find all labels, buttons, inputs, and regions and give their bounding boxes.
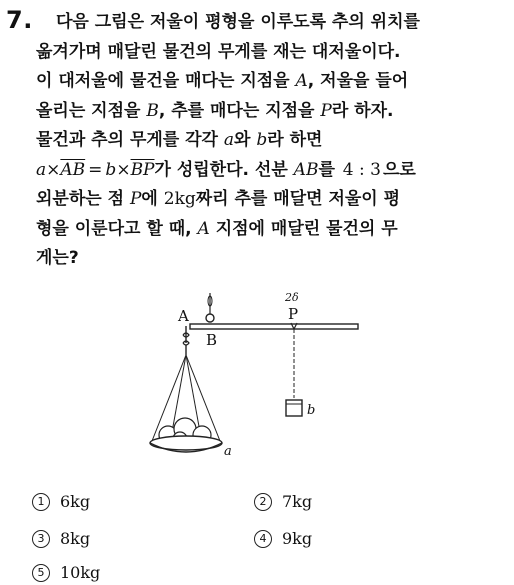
choice-1-mark: 1 — [32, 493, 50, 511]
label-a-weight: a — [224, 444, 232, 459]
choice-1[interactable] — [32, 492, 90, 511]
label-p: P — [288, 305, 299, 323]
point-p-label: P — [129, 189, 142, 209]
stem-text: 게는? — [36, 248, 79, 268]
stem-text: 올리는 지점을 — [36, 100, 147, 121]
choice-2-value: 7kg — [282, 492, 313, 511]
times-sign: × — [46, 159, 61, 180]
label-b: B — [206, 331, 218, 349]
stem-line-9 — [36, 244, 508, 274]
choice-5[interactable] — [32, 563, 100, 582]
stem-text: 에 — [141, 189, 164, 209]
point-b-label: B — [146, 100, 159, 121]
choice-2[interactable] — [254, 492, 312, 511]
times-sign: × — [116, 159, 131, 180]
label-b-weight: b — [307, 403, 316, 418]
stem-text: 가 성립한다. 선분 — [154, 159, 294, 180]
stem-text: , 저울을 들어 — [307, 71, 409, 91]
var-b: b — [105, 159, 117, 180]
stem-line-6 — [36, 156, 508, 186]
question-number: 7. — [6, 6, 33, 34]
choice-5-value: 10kg — [60, 563, 101, 582]
segment-bp: $\overline{BP}$ — [130, 159, 155, 180]
stem-line-5 — [36, 126, 508, 156]
choice-1-value: 6kg — [60, 492, 91, 511]
choice-4[interactable] — [254, 529, 312, 548]
stem-line-2 — [36, 38, 508, 68]
stem-text: 지점에 매달린 물건의 무 — [209, 218, 398, 239]
label-a: A — [178, 307, 189, 325]
label-top-mark-2: δ — [292, 291, 299, 304]
stem-text: 이 대저울에 물건을 매다는 지점을 — [36, 71, 296, 91]
equals-sign: = — [88, 159, 103, 180]
var-a: a — [223, 130, 235, 150]
stem-line-7 — [36, 185, 508, 215]
segment-ab-label: AB — [293, 159, 319, 180]
stem-text: 형을 이룬다고 할 때, — [36, 218, 198, 239]
choice-3-value: 8kg — [60, 529, 91, 548]
stem-text: 짜리 추를 매달면 저울이 평 — [195, 189, 401, 209]
choice-4-mark: 4 — [254, 530, 272, 548]
stem-text: , 추를 매다는 지점을 — [158, 100, 321, 121]
segment-ab: $\overline{AB}$ — [60, 159, 86, 180]
choice-3[interactable] — [32, 529, 90, 548]
stem-text: 를 — [318, 159, 341, 180]
stem-text: 으로 — [382, 159, 416, 180]
var-b: b — [256, 130, 268, 150]
beam — [190, 324, 358, 329]
choice-5-mark: 5 — [32, 564, 50, 582]
point-p-label: P — [320, 100, 332, 121]
choice-4-value: 9kg — [282, 529, 313, 548]
lift-ring — [206, 314, 214, 322]
label-top-mark: 2 — [285, 291, 292, 304]
stem-line-3 — [36, 67, 508, 97]
choice-2-mark: 2 — [254, 493, 272, 511]
var-a: a — [36, 159, 47, 180]
weight — [286, 400, 302, 416]
stem-line-1 — [36, 8, 508, 38]
question-stem — [36, 8, 508, 274]
point-a-label: A — [197, 218, 210, 239]
steelyard-diagram — [140, 283, 370, 473]
stem-text: 라 하면 — [267, 130, 323, 150]
ratio: 4 : 3 — [342, 159, 381, 180]
stem-line-8 — [36, 215, 508, 245]
stem-text: 다음 그림은 저울이 평형을 이루도록 추의 위치를 — [56, 12, 420, 32]
stem-text: 물건과 추의 무게를 각각 — [36, 130, 224, 150]
weight-2kg: 2kg — [163, 189, 196, 209]
point-a-label: A — [295, 71, 308, 91]
stem-text: 옮겨가며 매달린 물건의 무게를 재는 대저울이다. — [36, 41, 401, 62]
stem-text: 라 하자. — [331, 100, 394, 121]
stem-text: 외분하는 점 — [36, 189, 130, 209]
choice-3-mark: 3 — [32, 530, 50, 548]
steelyard-figure — [140, 283, 370, 473]
stem-line-4 — [36, 97, 508, 127]
stem-text: 와 — [234, 130, 257, 150]
